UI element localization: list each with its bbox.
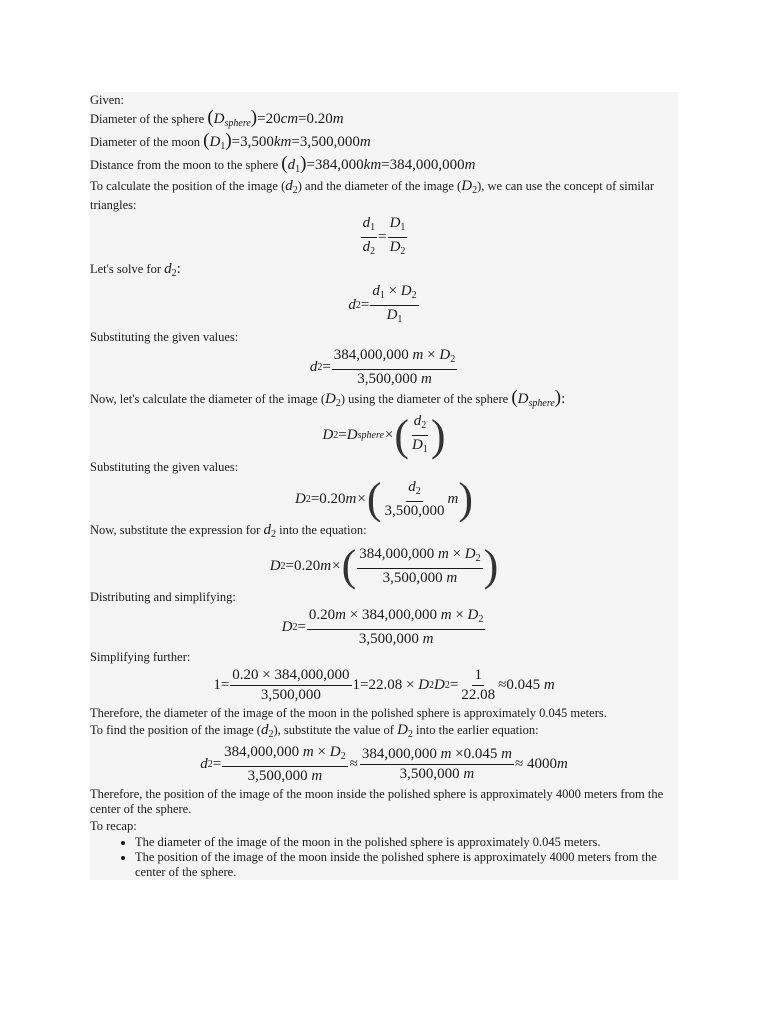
- recap-label: To recap:: [90, 819, 137, 833]
- equation-simplified: 1 = $\frac{0.20 \times 384,000,000}{3,500,000}$ 1 =22.08 × D 2 D 2 = $\frac{1}{22.08}$ ≈0.045 m: [213, 667, 555, 703]
- given-distance-line: Distance from the moon to the sphere $(d_1)=384,000km=384,000,000m$: [90, 153, 476, 175]
- substituting-label-1: Substituting the given values:: [90, 330, 239, 344]
- find-position-line: To find the position of the image $(d_2)$, substitute the value of $D_2$ into the earlier equation:: [90, 722, 539, 740]
- distributing-label: Distributing and simplifying:: [90, 590, 236, 604]
- recap-list: [90, 835, 678, 880]
- substitute-expression-line: Now, substitute the expression for $d_2$ into the equation:: [90, 522, 367, 540]
- equation-D2-substituted: D 2 = 0.20 m × ( $\frac{d_2}{3,500,000}$ m ): [294, 474, 474, 523]
- equation-D2-distributed: D 2 = $\frac{0.20m \times 384,000,000 m \times D_2}{3,500,000 m}$: [281, 607, 484, 647]
- therefore-position-text: Therefore, the position of the image of the moon inside the polished sphere is approximately 4000 meters from the center of the sphere.: [90, 787, 664, 816]
- therefore-diameter-text: Therefore, the diameter of the image of the moon in the polished sphere is approximately 0.045 meters.: [90, 706, 607, 720]
- equation-D2-formula: D 2 = D sphere × ( $\frac{d_2}{D_1}$ ): [322, 410, 446, 460]
- recap-item: • The position of the image of the moon inside the polished sphere is approximately 4000 meters from the center of the sphere.: [135, 850, 678, 880]
- equation-d2-formula: d 2 = $\frac{d_1 \times D_2}{D_1}$: [348, 283, 417, 325]
- given-moon-line: Diameter of the moon $(D_1)=3,500km=3,500,000m$: [90, 130, 371, 152]
- simplifying-label: Simplifying further:: [90, 650, 191, 664]
- equation-similar-triangles: $\frac{d_1}{d_2}$ = $\frac{D_1}{D_2}$: [362, 215, 406, 257]
- document-page: [90, 92, 678, 880]
- solve-for-line: Let's solve for $d_2$:: [90, 261, 181, 279]
- intro-paragraph: To calculate the position of the image $(d_2)$ and the diameter of the image $(D_2)$, we can use the concept of similar triangles:: [90, 178, 655, 212]
- given-sphere-line: Diameter of the sphere $(D_{sphere})=20cm=0.20m$: [90, 107, 344, 129]
- equation-d2-final: d 2 = $\frac{384,000,000 m \times D_2}{3,500,000 m}$ ≈ $\frac{384,000,000 m \times 0.045 m}{3,500,000 m}$ ≈ 4000 m: [200, 744, 568, 784]
- substituting-label-2: Substituting the given values:: [90, 460, 239, 474]
- given-label: Given:: [90, 93, 125, 107]
- equation-d2-substituted: d 2 = $\frac{384,000,000 m \times D_2}{3,500,000 m}$: [309, 347, 456, 387]
- equation-D2-expanded: D 2 = 0.20 m × ( $\frac{384,000,000 m \times D_2}{3,500,000 m}$ ): [269, 541, 499, 590]
- recap-item: • The diameter of the image of the moon in the polished sphere is approximately 0.045 meters.: [135, 835, 678, 850]
- calculate-diameter-line: Now, let's calculate the diameter of the image $(D_2)$ using the diameter of the sphere $(D_{sphere})$:: [90, 387, 566, 409]
